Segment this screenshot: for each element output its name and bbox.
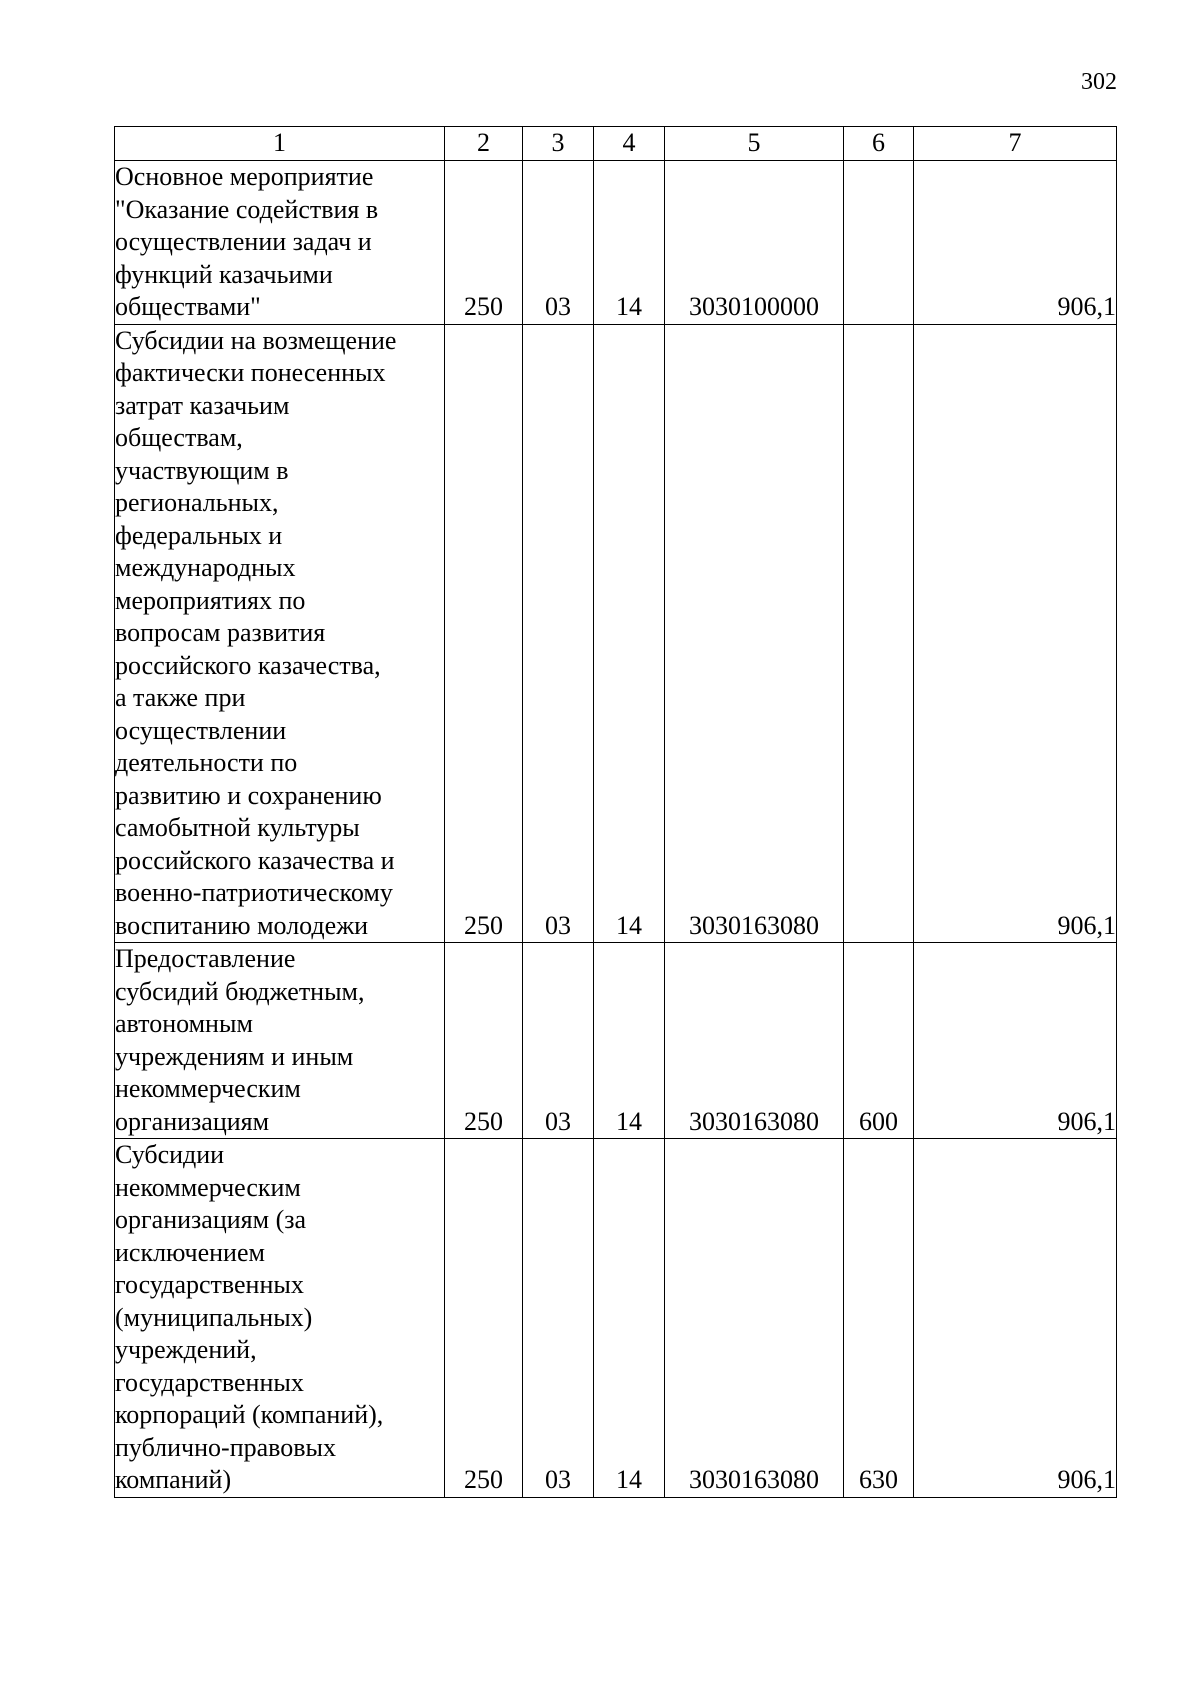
row-name-cell: Предоставление субсидий бюджетным, автономным учреждениям и иным некоммерческим организациям [115,943,445,1139]
row-code-4-cell: 14 [594,1139,665,1498]
row-name-cell: Субсидии некоммерческим организациям (за исключением государственных (муниципальных) учреждений, государственных корпораций (компаний), публично-правовых компаний) [115,1139,445,1498]
row-code-2-cell: 250 [445,943,523,1139]
budget-table [114,126,1117,1498]
table-header [115,127,1117,161]
row-code-3-cell: 03 [523,161,594,325]
row-code-6-cell [844,324,914,943]
row-code-2-cell: 250 [445,161,523,325]
row-code-4-cell: 14 [594,161,665,325]
row-code-2-cell: 250 [445,1139,523,1498]
row-code-5-cell: 3030163080 [665,943,844,1139]
header-col-7: 7 [914,127,1117,161]
row-code-5-cell: 3030100000 [665,161,844,325]
table-row [115,1139,1117,1498]
table-row [115,943,1117,1139]
header-row [115,127,1117,161]
row-code-6-cell: 600 [844,943,914,1139]
header-col-1: 1 [115,127,445,161]
row-code-3-cell: 03 [523,1139,594,1498]
row-amount-cell: 906,1 [914,1139,1117,1498]
header-col-2: 2 [445,127,523,161]
row-name-cell: Основное мероприятие "Оказание содействия в осуществлении задач и функций казачьими обществами" [115,161,445,325]
row-name-cell: Субсидии на возмещение фактически понесенных затрат казачьим обществам, участвующим в региональных, федеральных и международных мероприятиях по вопросам развития российского казачества, а также при осуществлении деятельности по развитию и сохранению самобытной культуры российского казачества и военно-патриотическому воспитанию молодежи [115,324,445,943]
row-amount-cell: 906,1 [914,324,1117,943]
row-code-3-cell: 03 [523,943,594,1139]
table-row [115,324,1117,943]
row-code-2-cell: 250 [445,324,523,943]
table-body [115,161,1117,1498]
row-code-4-cell: 14 [594,943,665,1139]
header-col-5: 5 [665,127,844,161]
row-code-6-cell: 630 [844,1139,914,1498]
row-code-6-cell [844,161,914,325]
table-row [115,161,1117,325]
row-amount-cell: 906,1 [914,943,1117,1139]
row-code-5-cell: 3030163080 [665,1139,844,1498]
header-col-6: 6 [844,127,914,161]
row-code-4-cell: 14 [594,324,665,943]
header-col-3: 3 [523,127,594,161]
row-code-3-cell: 03 [523,324,594,943]
row-code-5-cell: 3030163080 [665,324,844,943]
page-number: 302 [1081,69,1117,95]
header-col-4: 4 [594,127,665,161]
row-amount-cell: 906,1 [914,161,1117,325]
